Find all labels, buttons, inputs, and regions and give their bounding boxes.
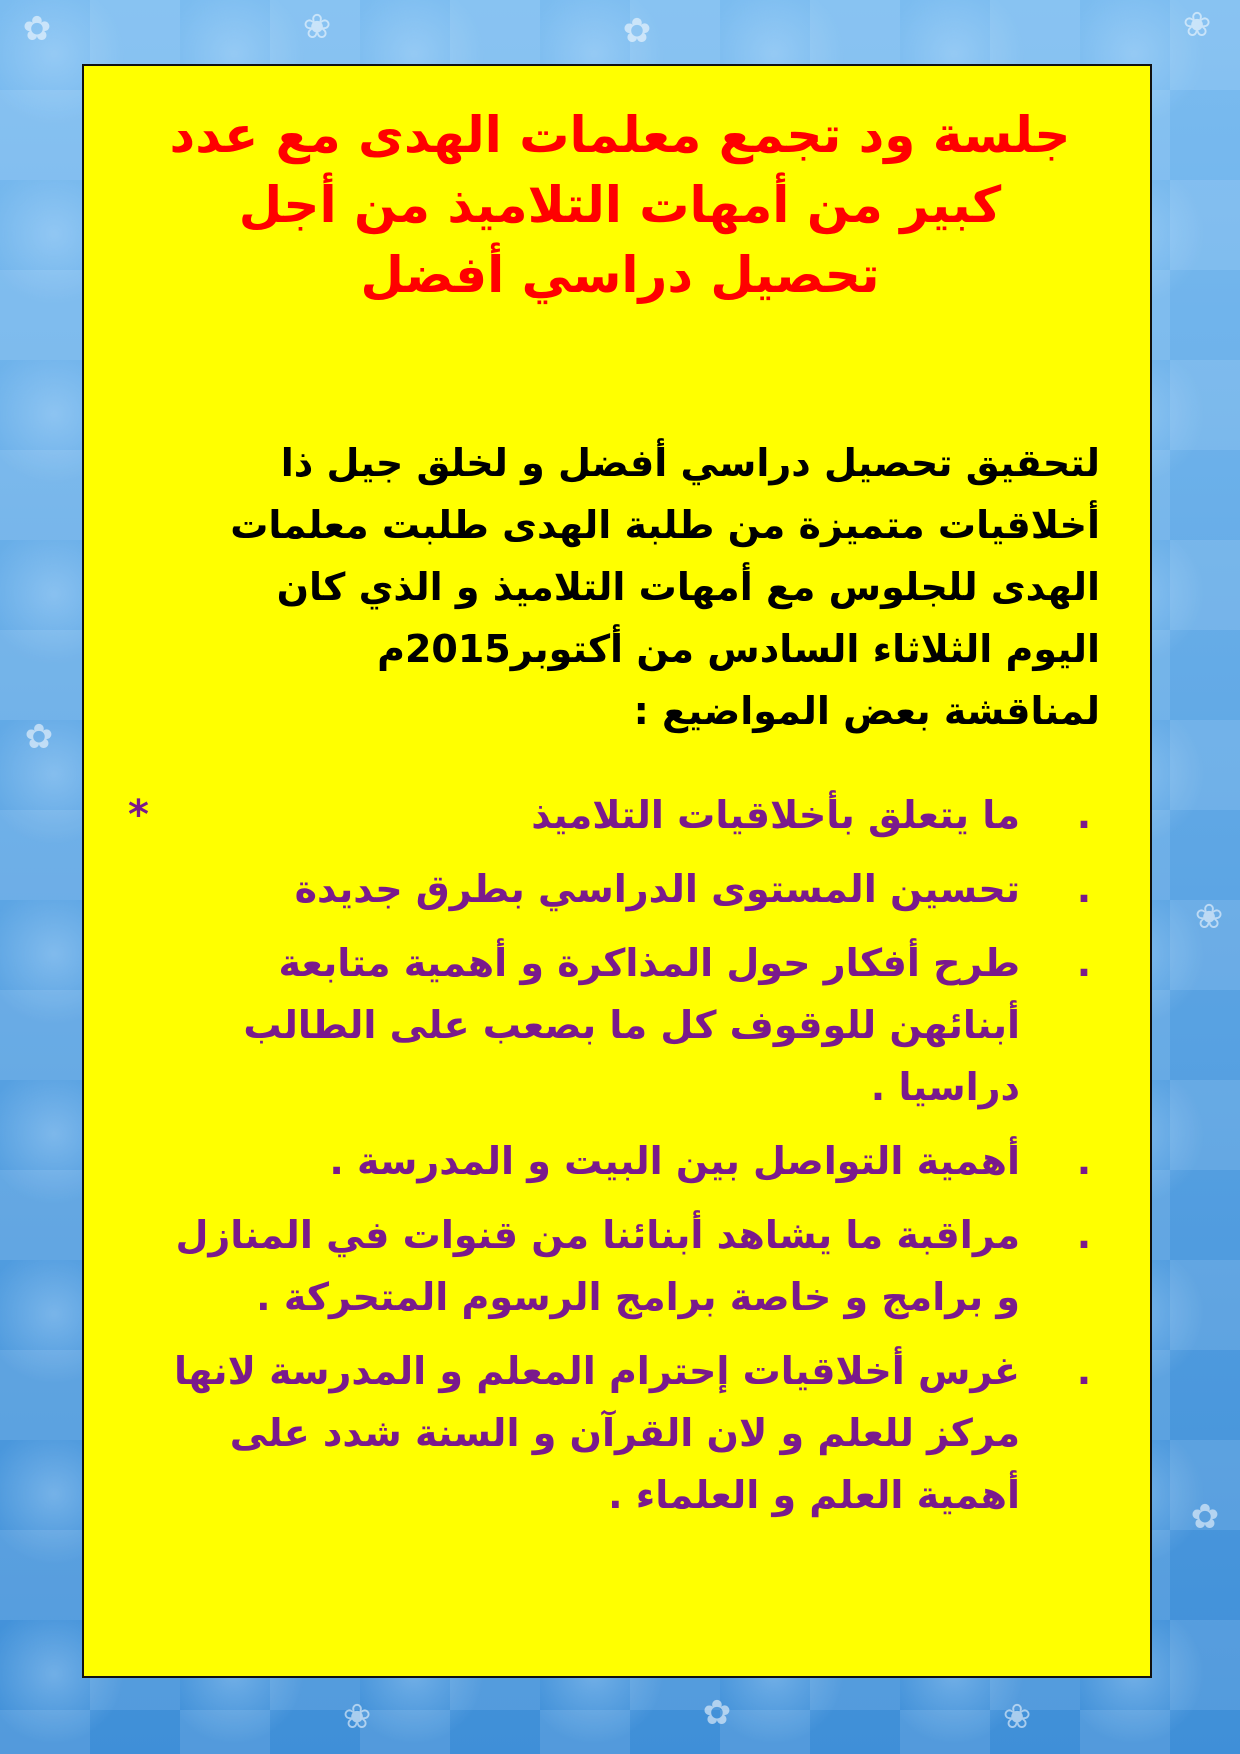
poster-title xyxy=(100,100,1140,310)
topic-line: أهمية العلم و العلماء . xyxy=(608,1473,1020,1517)
topic-line: ما يتعلق بأخلاقيات التلاميذ xyxy=(531,793,1020,837)
flower-icon: ✿ xyxy=(622,11,652,51)
intro-paragraph xyxy=(110,432,1100,742)
asterisk-mark: * xyxy=(128,792,149,838)
topic-line: طرح أفكار حول المذاكرة و أهمية متابعة xyxy=(278,941,1020,985)
bullet-icon: . xyxy=(1076,793,1092,837)
intro-line: أخلاقيات متميزة من طلبة الهدى طلبت معلمات xyxy=(230,503,1100,547)
topic-line: أبنائهن للوقوف كل ما بصعب على الطالب xyxy=(243,1003,1020,1047)
flower-icon: ❀ xyxy=(1182,5,1212,45)
intro-line: لمناقشة بعض المواضيع : xyxy=(633,689,1100,733)
topic-line: غرس أخلاقيات إحترام المعلم و المدرسة لانها xyxy=(173,1349,1020,1393)
bullet-icon: . xyxy=(1076,941,1092,985)
topic-line: دراسيا . xyxy=(870,1065,1020,1109)
list-item xyxy=(114,1340,1104,1526)
intro-line: اليوم الثلاثاء السادس من أكتوبر2015م xyxy=(377,627,1100,671)
flower-icon: ❀ xyxy=(342,1697,372,1737)
bullet-icon: . xyxy=(1076,867,1092,911)
flower-icon: ✿ xyxy=(24,717,54,757)
bullet-icon: . xyxy=(1076,1139,1092,1183)
intro-line: لتحقيق تحصيل دراسي أفضل و لخلق جيل ذا xyxy=(280,441,1100,485)
list-item xyxy=(114,1204,1104,1328)
topic-line: مراقبة ما يشاهد أبنائنا من قنوات في المنازل xyxy=(175,1213,1020,1257)
list-item xyxy=(114,1130,1104,1192)
topic-line: مركز للعلم و لان القرآن و السنة شدد على xyxy=(229,1411,1020,1455)
flower-icon: ❀ xyxy=(1194,897,1224,937)
list-item xyxy=(114,784,1104,846)
flower-icon: ❀ xyxy=(1002,1697,1032,1737)
topic-line: أهمية التواصل بين البيت و المدرسة . xyxy=(329,1139,1020,1183)
topics-list xyxy=(114,784,1104,1538)
topic-line: و برامج و خاصة برامج الرسوم المتحركة . xyxy=(256,1275,1020,1319)
topic-line: تحسين المستوى الدراسي بطرق جديدة xyxy=(294,867,1020,911)
flower-icon: ❀ xyxy=(302,7,332,47)
flower-icon: ✿ xyxy=(1190,1497,1220,1537)
intro-line: الهدى للجلوس مع أمهات التلاميذ و الذي كان xyxy=(276,565,1100,609)
bullet-icon: . xyxy=(1076,1213,1092,1257)
announcement-poster xyxy=(82,64,1152,1678)
list-item xyxy=(114,932,1104,1118)
title-line: جلسة ود تجمع معلمات الهدى مع عدد xyxy=(169,106,1071,164)
bullet-icon: . xyxy=(1076,1349,1092,1393)
title-line: كبير من أمهات التلاميذ من أجل xyxy=(238,176,1002,234)
title-line: تحصيل دراسي أفضل xyxy=(360,246,880,304)
flower-icon: ✿ xyxy=(22,9,52,49)
flower-icon: ✿ xyxy=(702,1693,732,1733)
list-item xyxy=(114,858,1104,920)
